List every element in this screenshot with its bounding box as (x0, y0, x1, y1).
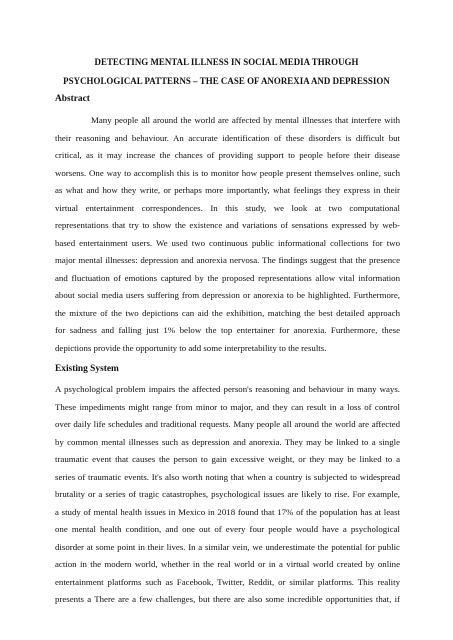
existing-system-line: action in the modern world, whether in the real world or in a virtual world created by online (55, 559, 400, 569)
existing-system-heading: Existing System (55, 364, 119, 374)
abstract-line: and fluctuation of emotions captured by the proposed representations allow vital information (55, 272, 400, 283)
abstract-line: critical, as it may increase the chances of providing support to people before their disease (55, 150, 400, 160)
abstract-line: representations that try to show the existence and variations of sensations expressed by web- (55, 220, 400, 230)
existing-system-line: by common mental illnesses such as depression and anorexia. They may be linked to a single (55, 436, 400, 447)
abstract-line: as what and how they write, or perhaps more importantly, what feelings they express in their (55, 185, 400, 195)
abstract-paragraph (55, 112, 400, 357)
existing-system-line: disorder at some point in their lives. In a similar vein, we underestimate the potential for public (55, 541, 400, 552)
abstract-line: depictions provide the opportunity to add some interpretability to the results. (55, 342, 327, 353)
existing-system-line: A psychological problem impairs the affected person's reasoning and behaviour in many ways. (55, 384, 400, 394)
existing-system-line: traumatic event that causes the person to gain excessive weight, or they may be linked to a (55, 454, 400, 464)
abstract-line: the mixture of the two depictions can aid the exhibition, matching the best detailed approach (55, 307, 400, 318)
abstract-line: about social media users suffering from depression or anorexia to be highlighted. Furthermore, (55, 290, 400, 300)
title-line-1: DETECTING MENTAL ILLNESS IN SOCIAL MEDIA THROUGH (94, 57, 359, 67)
abstract-line: major mental illnesses: depression and anorexia nervosa. The findings suggest that the presence (55, 255, 400, 265)
abstract-line: their reasoning and behaviour. An accurate identification of these disorders is difficult but (55, 132, 400, 143)
existing-system-paragraph (55, 381, 400, 609)
abstract-line: Many people all around the world are affected by mental illnesses that interfere with (91, 115, 400, 125)
existing-system-line: presents a There are a few challenges, but there are also some incredible opportunities that, if (55, 594, 400, 604)
abstract-line: virtual entertainment correspondences. In this study, we look at two computational (55, 202, 400, 213)
title-line-2: PSYCHOLOGICAL PATTERNS – THE CASE OF ANOREXIA AND DEPRESSION (63, 76, 390, 86)
existing-system-line: a study of mental health issues in Mexico in 2018 found that 17% of the population has at least (55, 506, 400, 517)
existing-system-line: one mental health condition, and one out of every four people would have a psychological (55, 524, 400, 534)
existing-system-line: brutality or a series of tragic catastrophes, psychological issues are likely to rise. For example, (55, 489, 400, 499)
existing-system-line: over daily life schedules and traditional requests. Many people all around the world are affected (55, 419, 400, 429)
abstract-line: for sadness and falling just 1% below the top entertainer for anorexia. Furthermore, these (55, 325, 400, 335)
abstract-line: worsens. One way to accomplish this is to monitor how people present themselves online, such (55, 167, 400, 178)
existing-system-line: series of traumatic events. It's also worth noting that when a country is subjected to widespread (55, 471, 400, 482)
existing-system-line: entertainment platforms such as Facebook, Twitter, Reddit, or similar platforms. This reality (55, 576, 400, 587)
paper-title (40, 53, 413, 91)
existing-system-line: These impediments might range from minor to major, and they can result in a loss of control (55, 401, 400, 412)
abstract-heading: Abstract (55, 94, 90, 104)
abstract-line: based entertainment users. We used two continuous public informational collections for two (55, 237, 400, 248)
